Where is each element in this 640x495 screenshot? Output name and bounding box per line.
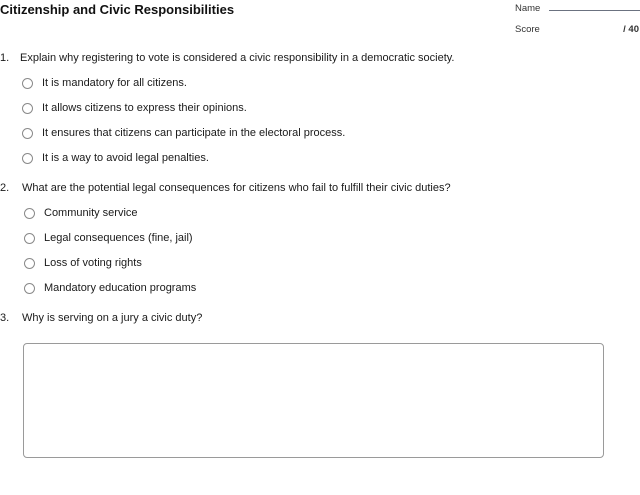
question-number: 1. xyxy=(0,52,10,64)
radio-button[interactable] xyxy=(22,153,33,164)
question-number: 3. xyxy=(0,312,10,324)
q2-option-1[interactable] xyxy=(24,207,138,219)
option-label: Community service xyxy=(44,207,138,219)
q1-option-4[interactable] xyxy=(22,152,209,164)
option-label: It allows citizens to express their opinions. xyxy=(42,102,247,114)
option-label: Mandatory education programs xyxy=(44,282,197,294)
option-label: Loss of voting rights xyxy=(44,257,142,269)
option-label: It is mandatory for all citizens. xyxy=(42,77,187,89)
radio-button[interactable] xyxy=(22,103,33,114)
option-label: It is a way to avoid legal penalties. xyxy=(42,152,209,164)
question-number: 2. xyxy=(0,182,10,194)
q3-answer-textarea[interactable] xyxy=(23,343,604,458)
score-label: Score xyxy=(515,24,540,35)
radio-button[interactable] xyxy=(24,208,35,219)
q1-option-3[interactable] xyxy=(22,127,345,139)
q1-option-2[interactable] xyxy=(22,102,247,114)
question-1 xyxy=(0,52,455,64)
radio-button[interactable] xyxy=(24,233,35,244)
q2-option-4[interactable] xyxy=(24,282,196,294)
question-text: Why is serving on a jury a civic duty? xyxy=(22,312,203,324)
q1-option-1[interactable] xyxy=(22,77,187,89)
question-2 xyxy=(0,182,451,194)
q2-option-2[interactable] xyxy=(24,232,193,244)
worksheet-title: Citizenship and Civic Responsibilities xyxy=(0,2,235,17)
radio-button[interactable] xyxy=(22,78,33,89)
q2-option-3[interactable] xyxy=(24,257,142,269)
radio-button[interactable] xyxy=(24,283,35,294)
radio-button[interactable] xyxy=(24,258,35,269)
question-text: What are the potential legal consequences for citizens who fail to fulfill their civic duties? xyxy=(22,182,451,194)
score-total: / 40 xyxy=(623,24,639,35)
radio-button[interactable] xyxy=(22,128,33,139)
option-label: It ensures that citizens can participate in the electoral process. xyxy=(42,127,346,139)
name-field-line[interactable] xyxy=(549,10,640,11)
option-label: Legal consequences (fine, jail) xyxy=(44,232,193,244)
question-text: Explain why registering to vote is considered a civic responsibility in a democratic society. xyxy=(20,52,455,64)
name-label: Name xyxy=(515,3,541,14)
question-3 xyxy=(0,312,202,324)
